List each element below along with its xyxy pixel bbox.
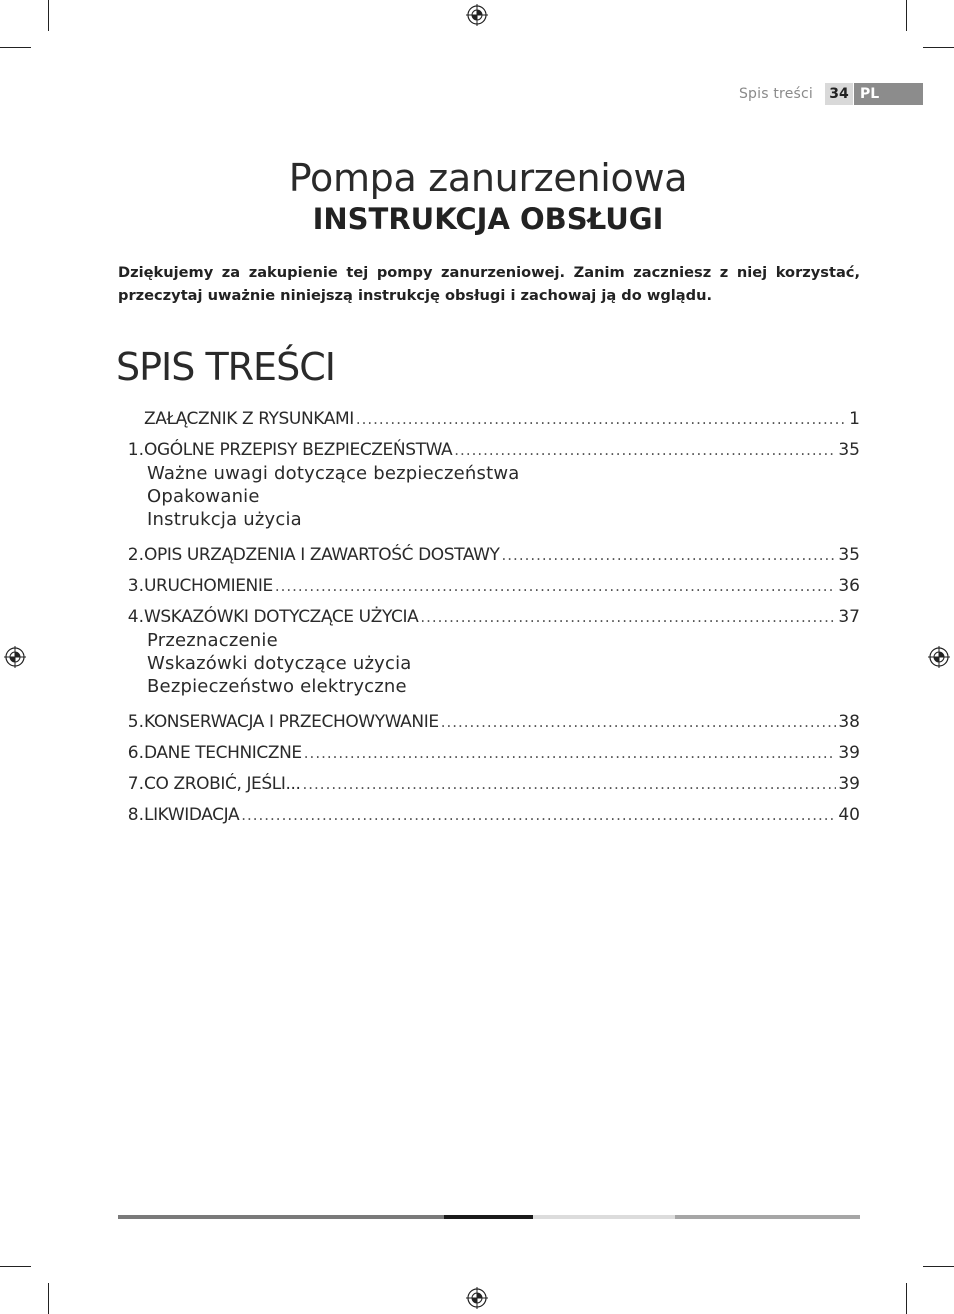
toc-entry-number: 2. (127, 545, 144, 565)
toc-entry[interactable] (118, 607, 860, 631)
toc-subentry: Instrukcja użycia (147, 509, 302, 530)
toc-entry-label: OPIS URZĄDZENIA I ZAWARTOŚĆ DOSTAWY (144, 545, 500, 565)
footer-bar-segment (675, 1215, 860, 1219)
toc-subentry: Wskazówki dotyczące użycia (147, 653, 412, 674)
crop-mark (48, 1283, 49, 1314)
crop-mark (48, 0, 49, 31)
toc-entry-page: 37 (838, 607, 860, 627)
language-code: PL (854, 83, 923, 105)
registration-mark-icon (466, 1287, 488, 1309)
crop-mark (0, 47, 31, 48)
toc-leader-dots (304, 744, 837, 762)
toc-entry-label: DANE TECHNICZNE (144, 743, 302, 763)
toc-entry-number: 8. (127, 805, 144, 825)
toc-entry-page: 35 (838, 545, 860, 565)
toc-entry-page: 36 (838, 576, 860, 596)
toc-entry-number: 4. (127, 607, 144, 627)
toc-entry[interactable] (118, 712, 860, 736)
toc-entry[interactable] (118, 440, 860, 464)
toc-subentry: Przeznaczenie (147, 630, 278, 651)
document-subtitle: INSTRUKCJA OBSŁUGI (312, 202, 664, 236)
crop-mark (923, 47, 954, 48)
toc-entry-label: URUCHOMIENIE (144, 576, 273, 596)
toc-subentry: Ważne uwagi dotyczące bezpieczeństwa (147, 463, 520, 484)
toc-entry[interactable] (118, 576, 860, 600)
footer-bar-segment (118, 1215, 444, 1219)
crop-mark (906, 1283, 907, 1314)
toc-entry-number: 6. (127, 743, 144, 763)
toc-leader-dots (502, 546, 837, 564)
toc-entry[interactable] (118, 545, 860, 569)
toc-entry-label: LIKWIDACJA (144, 805, 240, 825)
toc-entry[interactable] (118, 743, 860, 767)
footer-bar-segment (533, 1215, 675, 1219)
toc-entry[interactable] (118, 774, 860, 798)
toc-entry-number: 3. (127, 576, 144, 596)
toc-leader-dots (275, 577, 837, 595)
toc-entry-page: 39 (838, 743, 860, 763)
toc-leader-dots (303, 775, 837, 793)
crop-mark (923, 1266, 954, 1267)
toc-leader-dots (356, 410, 847, 428)
registration-mark-icon (928, 646, 950, 668)
page-number: 34 (825, 83, 853, 105)
toc-entry-number: 5. (127, 712, 144, 732)
intro-paragraph: Dziękujemy za zakupienie tej pompy zanurzeniowej. Zanim zaczniesz z niej korzystać, przeczytaj uważnie niniejszą instrukcję obsługi i zachowaj ją do wglądu. (118, 264, 860, 304)
footer-bar-segment (444, 1215, 533, 1219)
toc-entry-label: WSKAZÓWKI DOTYCZĄCE UŻYCIA (144, 607, 419, 627)
toc-entry[interactable] (118, 409, 860, 433)
toc-entry-page: 39 (838, 774, 860, 794)
registration-mark-icon (4, 646, 26, 668)
toc-heading: SPIS TREŚCI (116, 345, 335, 389)
toc-entry-page: 38 (838, 712, 860, 732)
toc-entry[interactable] (118, 805, 860, 829)
toc-entry-page: 1 (849, 409, 860, 429)
toc-entry-label: OGÓLNE PRZEPISY BEZPIECZEŃSTWA (144, 440, 453, 460)
toc-leader-dots (241, 806, 836, 824)
toc-entry-label: ZAŁĄCZNIK Z RYSUNKAMI (144, 409, 354, 429)
registration-mark-icon (466, 4, 488, 26)
toc-entry-label: KONSERWACJA I PRZECHOWYWANIE (144, 712, 439, 732)
toc-entry-number: 1. (127, 440, 144, 460)
toc-entry-page: 40 (838, 805, 860, 825)
toc-leader-dots (420, 608, 836, 626)
header-section-title: Spis treści (738, 86, 813, 102)
crop-mark (0, 1266, 31, 1267)
toc-entry-label: CO ZROBIĆ, JEŚLI... (144, 774, 301, 794)
crop-mark (906, 0, 907, 31)
toc-subentry: Opakowanie (147, 486, 260, 507)
toc-entry-number: 7. (127, 774, 144, 794)
toc-leader-dots (441, 713, 837, 731)
toc-leader-dots (454, 441, 836, 459)
document-title: Pompa zanurzeniowa (288, 156, 688, 200)
toc-subentry: Bezpieczeństwo elektryczne (147, 676, 407, 697)
toc-entry-page: 35 (838, 440, 860, 460)
